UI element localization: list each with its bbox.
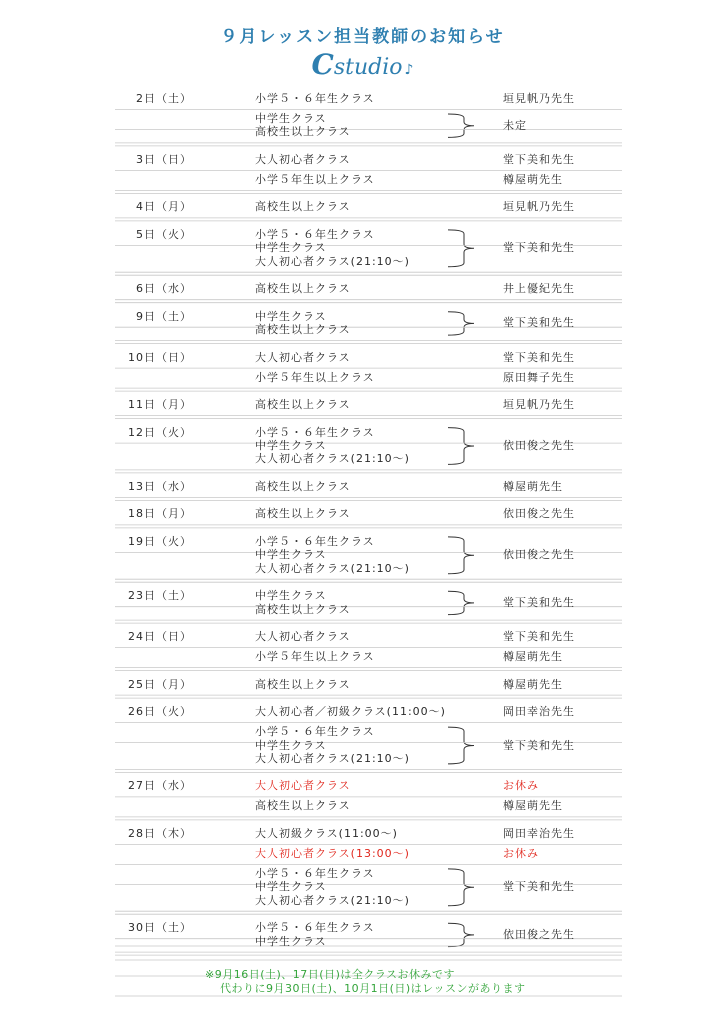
page-title: ９月レッスン担当教師のお知らせ: [220, 27, 505, 47]
class-name: 小学５・６年生クラス: [255, 866, 375, 880]
teacher-name: 岡田幸治先生: [503, 705, 575, 719]
class-name: 高校生以上クラス: [255, 323, 351, 337]
class-name: 大人初級クラス(11:00〜): [255, 826, 398, 840]
date-label: 4日（月）: [136, 200, 192, 214]
class-name: 高校生以上クラス: [255, 799, 351, 813]
class-name: 小学５年生以上クラス: [255, 370, 375, 384]
class-name: 小学５年生以上クラス: [255, 172, 375, 186]
class-name: 大人初心者クラス: [255, 630, 351, 644]
class-name: 高校生以上クラス: [255, 677, 351, 691]
date-label: 27日（水）: [128, 779, 192, 793]
date-label: 28日（木）: [128, 826, 192, 840]
teacher-name: 堂下美和先生: [503, 316, 575, 330]
teacher-name: 堂下美和先生: [503, 350, 575, 364]
teacher-name: 垣見帆乃先生: [503, 92, 575, 105]
class-name: 大人初心者クラス: [255, 350, 351, 364]
class-name: 小学５・６年生クラス: [255, 92, 375, 105]
notice-line-1: ※9月16日(土)、17日(日)は全クラスお休みです: [205, 968, 456, 981]
class-name: 大人初心者クラス(21:10〜): [255, 561, 410, 575]
class-name: 大人初心者クラス(13:00〜): [255, 846, 410, 860]
teacher-name: 樽屋萌先生: [503, 677, 563, 691]
class-name: 高校生以上クラス: [255, 479, 351, 493]
date-label: 18日（月）: [128, 507, 192, 521]
teacher-name: 樽屋萌先生: [503, 479, 563, 493]
teacher-name: 樽屋萌先生: [503, 799, 563, 813]
class-name: 中学生クラス: [255, 309, 327, 323]
class-name: 中学生クラス: [255, 548, 327, 562]
class-name: 高校生以上クラス: [255, 602, 351, 616]
class-name: 小学５・６年生クラス: [255, 921, 375, 935]
date-label: 2日（土）: [136, 92, 192, 105]
date-label: 24日（日）: [128, 630, 192, 644]
date-label: 6日（水）: [136, 282, 192, 296]
date-label: 9日（土）: [136, 309, 192, 323]
logo-initial: C: [311, 48, 334, 81]
class-name: 小学５・６年生クラス: [255, 725, 375, 739]
teacher-name: 堂下美和先生: [503, 630, 575, 644]
class-name: 大人初心者／初級クラス(11:00〜): [255, 705, 446, 719]
date-label: 13日（水）: [128, 479, 192, 493]
class-name: 高校生以上クラス: [255, 507, 351, 521]
class-name: 中学生クラス: [255, 880, 327, 894]
logo-word: studio: [333, 55, 403, 80]
class-name: 大人初心者クラス(21:10〜): [255, 254, 410, 268]
date-label: 19日（火）: [128, 534, 192, 548]
notice-line-2: 代わりに9月30日(土)、10月1日(日)はレッスンがあります: [220, 982, 526, 995]
class-name: 大人初心者クラス: [255, 152, 351, 166]
teacher-name: 樽屋萌先生: [503, 172, 563, 186]
class-name: 大人初心者クラス(21:10〜): [255, 751, 410, 765]
teacher-off-label: お休み: [503, 846, 539, 860]
class-name: 中学生クラス: [255, 112, 327, 125]
date-label: 30日（土）: [128, 921, 192, 935]
class-name: 高校生以上クラス: [255, 398, 351, 412]
teacher-name: 堂下美和先生: [503, 595, 575, 609]
date-label: 5日（火）: [136, 227, 192, 241]
teacher-name: 依田俊之先生: [503, 548, 575, 562]
class-name: 大人初心者クラス(21:10〜): [255, 452, 410, 466]
date-label: 3日（日）: [136, 152, 192, 166]
class-name: 中学生クラス: [255, 439, 327, 452]
class-name: 中学生クラス: [255, 241, 327, 255]
class-name: 小学５年生以上クラス: [255, 650, 375, 664]
date-label: 26日（火）: [128, 705, 192, 719]
teacher-name: 堂下美和先生: [503, 152, 575, 166]
teacher-name: 依田俊之先生: [503, 439, 575, 452]
teacher-off-label: お休み: [503, 779, 539, 793]
teacher-name: 未定: [503, 118, 527, 132]
class-name: 中学生クラス: [255, 589, 327, 603]
date-label: 11日（月）: [128, 398, 192, 412]
date-label: 23日（土）: [128, 589, 192, 603]
class-name: 小学５・６年生クラス: [255, 534, 375, 548]
teacher-name: 井上優紀先生: [503, 282, 575, 296]
class-name: 小学５・６年生クラス: [255, 425, 375, 439]
teacher-name: 堂下美和先生: [503, 880, 575, 894]
teacher-name: 堂下美和先生: [503, 241, 575, 255]
teacher-name: 原田舞子先生: [503, 370, 575, 384]
teacher-name: 垣見帆乃先生: [503, 398, 575, 412]
class-name: 大人初心者クラス(21:10〜): [255, 893, 410, 907]
teacher-name: 依田俊之先生: [503, 507, 575, 521]
class-name: 高校生以上クラス: [255, 200, 351, 214]
music-note-icon: ♪: [404, 62, 414, 78]
teacher-name: 樽屋萌先生: [503, 650, 563, 664]
class-name: 大人初心者クラス: [255, 779, 351, 793]
teacher-name: 垣見帆乃先生: [503, 200, 575, 214]
teacher-name: 堂下美和先生: [503, 738, 575, 752]
class-name: 小学５・６年生クラス: [255, 227, 375, 241]
date-label: 25日（月）: [128, 677, 192, 691]
class-name: 高校生以上クラス: [255, 125, 351, 139]
teacher-name: 岡田幸治先生: [503, 826, 575, 840]
date-label: 12日（火）: [128, 425, 192, 439]
class-name: 中学生クラス: [255, 738, 327, 752]
class-name: 高校生以上クラス: [255, 282, 351, 296]
class-name: 中学生クラス: [255, 934, 327, 948]
date-label: 10日（日）: [128, 350, 192, 364]
teacher-name: 依田俊之先生: [503, 927, 575, 941]
